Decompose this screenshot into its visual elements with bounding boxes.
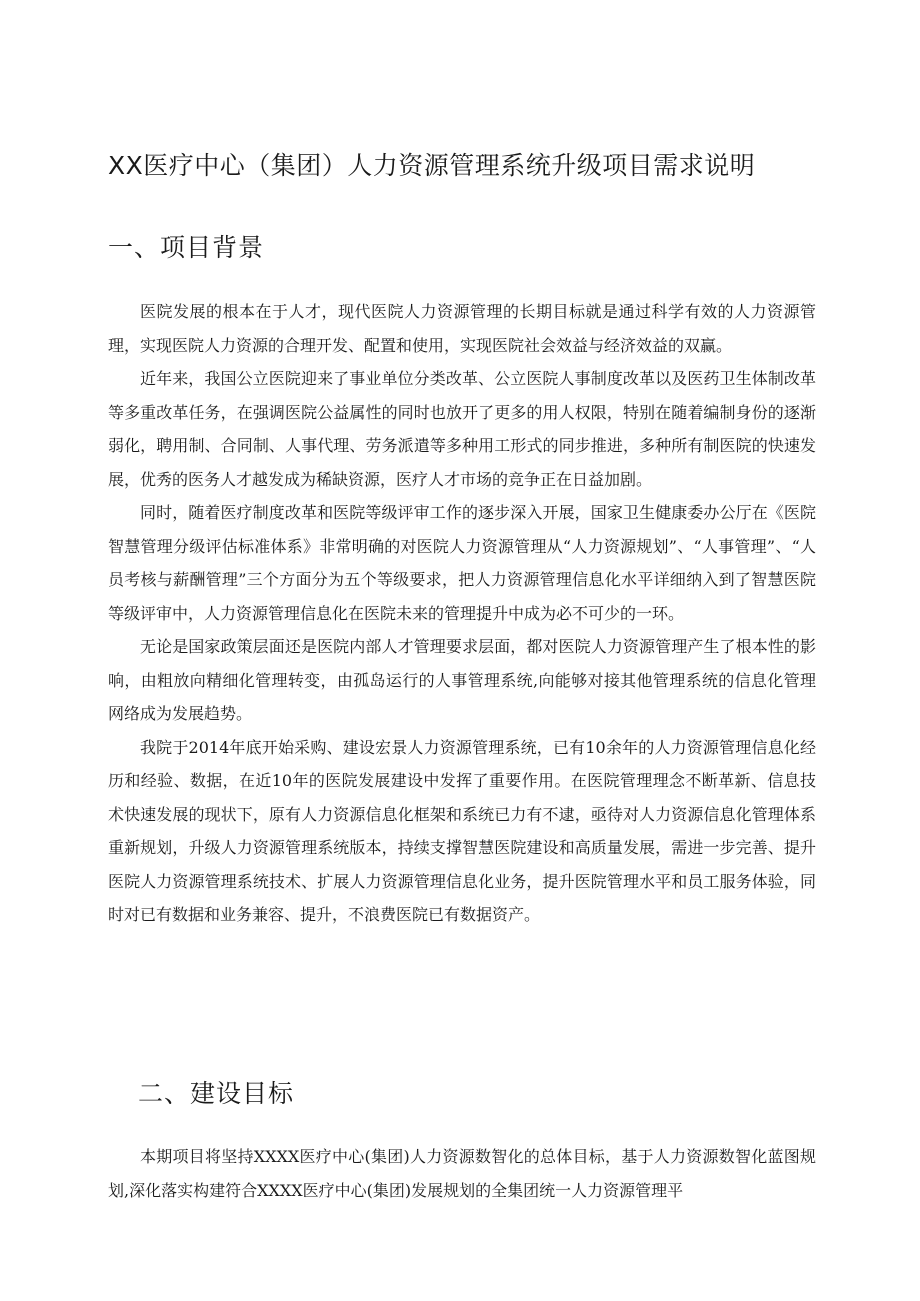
paragraph: 我院于2014年底开始采购、建设宏景人力资源管理系统，已有10余年的人力资源管理信息化经历和经验、数据，在近10年的医院发展建设中发挥了重要作用。在医院管理理念不断革新、信息技术快速发展的现状下，原有人力资源信息化框架和系统已力有不逮，亟待对人力资源信息化管理体系重新规划，升级人力资源管理系统版本，持续支撑智慧医院建设和高质量发展，需进一步完善、提升医院人力资源管理系统技术、扩展人力资源管理信息化业务，提升医院管理水平和员工服务体验，同时对已有数据和业务兼容、提升，不浪费医院已有数据资产。 <box>108 737 816 924</box>
section-body-goals <box>108 1140 816 1207</box>
paragraph: 同时，随着医疗制度改革和医院等级评审工作的逐步深入开展，国家卫生健康委办公厅在《医院智慧管理分级评估标准体系》非常明确的对医院人力资源管理从“人力资源规划”、“人事管理”、“人员考核与薪酬管理”三个方面分为五个等级要求，把人力资源管理信息化水平详细纳入到了智慧医院等级评审中，人力资源管理信息化在医院未来的管理提升中成为必不可少的一环。 <box>108 503 816 623</box>
section-body-background <box>108 295 816 932</box>
paragraph: 本期项目将坚持XXXX医疗中心(集团)人力资源数智化的总体目标，基于人力资源数智化蓝图规划,深化落实构建符合XXXX医疗中心(集团)发展规划的全集团统一人力资源管理平 <box>108 1147 816 1200</box>
section-heading-background: 一、项目背景 <box>108 233 265 262</box>
paragraph: 近年来，我国公立医院迎来了事业单位分类改革、公立医院人事制度改革以及医药卫生体制改革等多重改革任务，在强调医院公益属性的同时也放开了更多的用人权限，特别在随着编制身份的逐渐弱化，聘用制、合同制、人事代理、劳务派遣等多种用工形式的同步推进，多种所有制医院的快速发展，优秀的医务人才越发成为稀缺资源，医疗人才市场的竞争正在日益加剧。 <box>108 369 816 489</box>
document-title: XX医疗中心（集团）人力资源管理系统升级项目需求说明 <box>108 151 756 180</box>
paragraph: 无论是国家政策层面还是医院内部人才管理要求层面，都对医院人力资源管理产生了根本性的影响，由粗放向精细化管理转变，由孤岛运行的人事管理系统,向能够对接其他管理系统的信息化管理网络成为发展趋势。 <box>108 637 816 723</box>
paragraph: 医院发展的根本在于人才，现代医院人力资源管理的长期目标就是通过科学有效的人力资源管理，实现医院人力资源的合理开发、配置和使用，实现医院社会效益与经济效益的双赢。 <box>108 302 816 355</box>
section-heading-goals: 二、建设目标 <box>138 1079 295 1108</box>
